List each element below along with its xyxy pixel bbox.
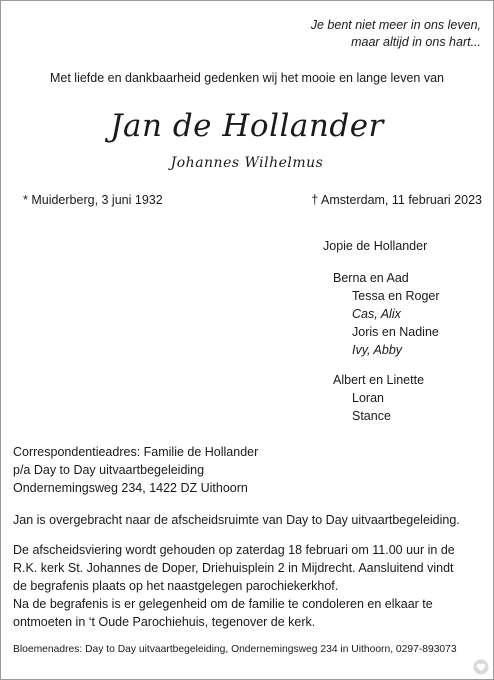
family-grandchild-1: Tessa en Roger (352, 289, 440, 303)
correspondence-line-2: p/a Day to Day uitvaartbegeleiding (13, 463, 205, 477)
family-spouse: Jopie de Hollander (323, 239, 428, 253)
deceased-name: Jan de Hollander (110, 108, 384, 144)
ceremony-line-3: de begrafenis plaats op het naastgelegen parochiekerkhof. (13, 579, 339, 593)
family-child-2: Albert en Linette (333, 373, 425, 387)
family-grandchild-3: Loran (352, 391, 384, 405)
heart-icon[interactable] (473, 659, 489, 675)
poem-line-2: maar altijd in ons hart... (351, 35, 481, 49)
family-child-1: Berna en Aad (333, 271, 409, 285)
family-grandchild-2: Joris en Nadine (352, 325, 439, 339)
death-date: † Amsterdam, 11 februari 2023 (311, 193, 482, 207)
birth-date: * Muiderberg, 3 juni 1932 (23, 193, 163, 207)
correspondence-line-1: Correspondentieadres: Familie de Hollander (13, 445, 259, 459)
flower-address: Bloemenadres: Day to Day uitvaartbegeleiding, Ondernemingsweg 234 in Uithoorn, 0297-893073 (13, 644, 457, 655)
given-names: Johannes Wilhelmus (170, 155, 324, 171)
family-greatgrandchildren-1: Cas, Alix (352, 307, 401, 321)
correspondence-line-3: Ondernemingsweg 234, 1422 DZ Uithoorn (13, 481, 248, 495)
ceremony-line-2: R.K. kerk St. Johannes de Doper, Driehuisplein 2 in Mijdrecht. Aansluitend vindt (13, 561, 454, 575)
transfer-text: Jan is overgebracht naar de afscheidsruimte van Day to Day uitvaartbegeleiding. (13, 513, 460, 527)
ceremony-line-5: ontmoeten in ‘t Oude Parochiehuis, tegenover de kerk. (13, 615, 316, 629)
ceremony-line-1: De afscheidsviering wordt gehouden op zaterdag 18 februari om 11.00 uur in de (13, 543, 455, 557)
poem-line-1: Je bent niet meer in ons leven, (310, 18, 481, 32)
family-greatgrandchildren-2: Ivy, Abby (352, 343, 403, 357)
ceremony-line-4: Na de begrafenis is er gelegenheid om de familie te condoleren en elkaar te (13, 597, 433, 611)
family-grandchild-4: Stance (352, 409, 391, 423)
intro-text: Met liefde en dankbaarheid gedenken wij het mooie en lange leven van (49, 71, 445, 85)
